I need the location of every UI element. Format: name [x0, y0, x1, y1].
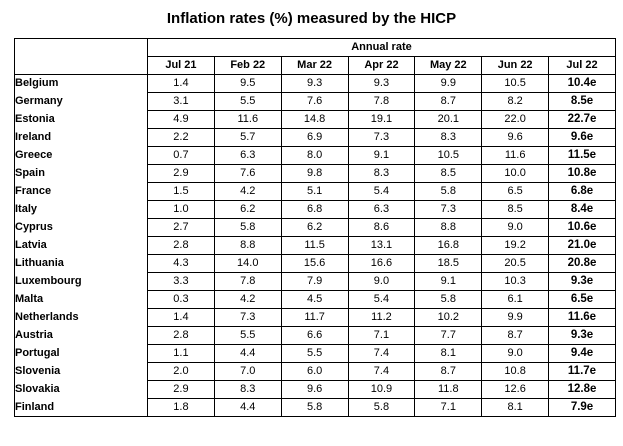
value-cell: 9.6 [281, 381, 348, 399]
value-cell: 14.0 [214, 255, 281, 273]
value-cell: 5.8 [415, 183, 482, 201]
value-cell: 20.1 [415, 111, 482, 129]
value-cell: 9.9 [482, 309, 549, 327]
value-cell: 6.3 [214, 147, 281, 165]
table-row [15, 381, 616, 399]
table-row [15, 309, 616, 327]
value-cell: 10.5 [482, 75, 549, 93]
value-cell: 8.5e [549, 93, 616, 111]
value-cell: 9.0 [482, 219, 549, 237]
value-cell: 1.5 [148, 183, 215, 201]
country-cell: Latvia [15, 237, 148, 255]
value-cell: 8.0 [281, 147, 348, 165]
country-cell: Italy [15, 201, 148, 219]
column-header: Apr 22 [348, 57, 415, 75]
value-cell: 9.4e [549, 345, 616, 363]
value-cell: 11.7 [281, 309, 348, 327]
table-row [15, 147, 616, 165]
value-cell: 2.7 [148, 219, 215, 237]
value-cell: 8.7 [415, 93, 482, 111]
value-cell: 5.8 [348, 399, 415, 417]
value-cell: 1.1 [148, 345, 215, 363]
column-header: Feb 22 [214, 57, 281, 75]
table-row [15, 273, 616, 291]
value-cell: 20.5 [482, 255, 549, 273]
value-cell: 9.1 [348, 147, 415, 165]
value-cell: 5.8 [281, 399, 348, 417]
value-cell: 5.8 [415, 291, 482, 309]
value-cell: 9.8 [281, 165, 348, 183]
value-cell: 6.9 [281, 129, 348, 147]
value-cell: 7.3 [214, 309, 281, 327]
value-cell: 22.0 [482, 111, 549, 129]
column-header: Mar 22 [281, 57, 348, 75]
value-cell: 2.9 [148, 381, 215, 399]
value-cell: 7.1 [348, 327, 415, 345]
value-cell: 8.3 [214, 381, 281, 399]
country-cell: Cyprus [15, 219, 148, 237]
country-cell: Portugal [15, 345, 148, 363]
table-row [15, 219, 616, 237]
table-row [15, 327, 616, 345]
value-cell: 8.7 [415, 363, 482, 381]
value-cell: 6.8 [281, 201, 348, 219]
value-cell: 10.4e [549, 75, 616, 93]
value-cell: 3.1 [148, 93, 215, 111]
value-cell: 8.1 [482, 399, 549, 417]
header-group-row [15, 39, 616, 57]
value-cell: 4.9 [148, 111, 215, 129]
column-header: Jul 22 [549, 57, 616, 75]
value-cell: 7.4 [348, 345, 415, 363]
value-cell: 7.0 [214, 363, 281, 381]
value-cell: 5.7 [214, 129, 281, 147]
value-cell: 21.0e [549, 237, 616, 255]
value-cell: 8.6 [348, 219, 415, 237]
value-cell: 8.5 [415, 165, 482, 183]
value-cell: 2.9 [148, 165, 215, 183]
value-cell: 19.1 [348, 111, 415, 129]
value-cell: 7.6 [214, 165, 281, 183]
value-cell: 8.7 [482, 327, 549, 345]
value-cell: 11.2 [348, 309, 415, 327]
value-cell: 11.8 [415, 381, 482, 399]
value-cell: 6.2 [281, 219, 348, 237]
value-cell: 7.9e [549, 399, 616, 417]
column-header: May 22 [415, 57, 482, 75]
value-cell: 0.7 [148, 147, 215, 165]
value-cell: 8.3 [415, 129, 482, 147]
country-cell: Germany [15, 93, 148, 111]
country-cell: Austria [15, 327, 148, 345]
country-cell: Malta [15, 291, 148, 309]
value-cell: 7.9 [281, 273, 348, 291]
value-cell: 6.6 [281, 327, 348, 345]
value-cell: 7.6 [281, 93, 348, 111]
value-cell: 4.2 [214, 291, 281, 309]
country-cell: Greece [15, 147, 148, 165]
value-cell: 20.8e [549, 255, 616, 273]
value-cell: 10.8 [482, 363, 549, 381]
value-cell: 5.4 [348, 183, 415, 201]
table-row [15, 345, 616, 363]
value-cell: 7.3 [348, 129, 415, 147]
value-cell: 2.8 [148, 327, 215, 345]
table-row [15, 129, 616, 147]
value-cell: 11.5e [549, 147, 616, 165]
value-cell: 0.3 [148, 291, 215, 309]
value-cell: 11.6e [549, 309, 616, 327]
value-cell: 5.5 [281, 345, 348, 363]
value-cell: 10.8e [549, 165, 616, 183]
value-cell: 10.5 [415, 147, 482, 165]
table-row [15, 363, 616, 381]
corner-cell [15, 39, 148, 75]
table-row [15, 111, 616, 129]
value-cell: 6.5 [482, 183, 549, 201]
value-cell: 6.3 [348, 201, 415, 219]
table-row [15, 399, 616, 417]
value-cell: 2.8 [148, 237, 215, 255]
value-cell: 11.5 [281, 237, 348, 255]
table-row [15, 183, 616, 201]
value-cell: 6.1 [482, 291, 549, 309]
value-cell: 5.1 [281, 183, 348, 201]
value-cell: 11.7e [549, 363, 616, 381]
value-cell: 9.9 [415, 75, 482, 93]
value-cell: 10.6e [549, 219, 616, 237]
value-cell: 6.2 [214, 201, 281, 219]
table-row [15, 201, 616, 219]
table-row [15, 237, 616, 255]
country-cell: Finland [15, 399, 148, 417]
table-row [15, 75, 616, 93]
value-cell: 9.5 [214, 75, 281, 93]
value-cell: 5.5 [214, 93, 281, 111]
value-cell: 10.9 [348, 381, 415, 399]
value-cell: 8.3 [348, 165, 415, 183]
value-cell: 3.3 [148, 273, 215, 291]
value-cell: 9.1 [415, 273, 482, 291]
value-cell: 4.4 [214, 399, 281, 417]
value-cell: 9.3 [281, 75, 348, 93]
table-row [15, 93, 616, 111]
value-cell: 1.8 [148, 399, 215, 417]
value-cell: 6.8e [549, 183, 616, 201]
value-cell: 9.3e [549, 327, 616, 345]
column-header: Jul 21 [148, 57, 215, 75]
value-cell: 18.5 [415, 255, 482, 273]
value-cell: 9.3e [549, 273, 616, 291]
column-group-header: Annual rate [148, 39, 616, 57]
country-cell: Slovakia [15, 381, 148, 399]
value-cell: 5.4 [348, 291, 415, 309]
value-cell: 5.8 [214, 219, 281, 237]
value-cell: 4.3 [148, 255, 215, 273]
country-cell: Slovenia [15, 363, 148, 381]
value-cell: 4.4 [214, 345, 281, 363]
table-title: Inflation rates (%) measured by the HICP [166, 10, 457, 27]
value-cell: 9.3 [348, 75, 415, 93]
value-cell: 16.8 [415, 237, 482, 255]
country-cell: Ireland [15, 129, 148, 147]
country-cell: Netherlands [15, 309, 148, 327]
value-cell: 7.4 [348, 363, 415, 381]
country-cell: Lithuania [15, 255, 148, 273]
value-cell: 11.6 [214, 111, 281, 129]
value-cell: 7.8 [214, 273, 281, 291]
value-cell: 12.6 [482, 381, 549, 399]
column-header: Jun 22 [482, 57, 549, 75]
table-row [15, 165, 616, 183]
table-row [15, 255, 616, 273]
value-cell: 1.4 [148, 309, 215, 327]
value-cell: 8.4e [549, 201, 616, 219]
table-row [15, 291, 616, 309]
country-cell: Luxembourg [15, 273, 148, 291]
value-cell: 6.0 [281, 363, 348, 381]
value-cell: 13.1 [348, 237, 415, 255]
value-cell: 10.0 [482, 165, 549, 183]
value-cell: 7.7 [415, 327, 482, 345]
value-cell: 9.0 [482, 345, 549, 363]
value-cell: 9.0 [348, 273, 415, 291]
inflation-table [14, 38, 616, 417]
value-cell: 9.6e [549, 129, 616, 147]
value-cell: 4.5 [281, 291, 348, 309]
value-cell: 4.2 [214, 183, 281, 201]
value-cell: 2.0 [148, 363, 215, 381]
country-cell: Spain [15, 165, 148, 183]
value-cell: 8.8 [214, 237, 281, 255]
value-cell: 8.2 [482, 93, 549, 111]
value-cell: 14.8 [281, 111, 348, 129]
country-cell: Belgium [15, 75, 148, 93]
value-cell: 19.2 [482, 237, 549, 255]
value-cell: 1.4 [148, 75, 215, 93]
value-cell: 8.5 [482, 201, 549, 219]
value-cell: 15.6 [281, 255, 348, 273]
value-cell: 8.1 [415, 345, 482, 363]
value-cell: 22.7e [549, 111, 616, 129]
value-cell: 7.3 [415, 201, 482, 219]
value-cell: 2.2 [148, 129, 215, 147]
value-cell: 12.8e [549, 381, 616, 399]
value-cell: 8.8 [415, 219, 482, 237]
value-cell: 16.6 [348, 255, 415, 273]
value-cell: 7.8 [348, 93, 415, 111]
value-cell: 5.5 [214, 327, 281, 345]
table-body [15, 75, 616, 417]
value-cell: 10.2 [415, 309, 482, 327]
value-cell: 9.6 [482, 129, 549, 147]
value-cell: 11.6 [482, 147, 549, 165]
value-cell: 6.5e [549, 291, 616, 309]
value-cell: 10.3 [482, 273, 549, 291]
country-cell: France [15, 183, 148, 201]
country-cell: Estonia [15, 111, 148, 129]
value-cell: 1.0 [148, 201, 215, 219]
value-cell: 7.1 [415, 399, 482, 417]
